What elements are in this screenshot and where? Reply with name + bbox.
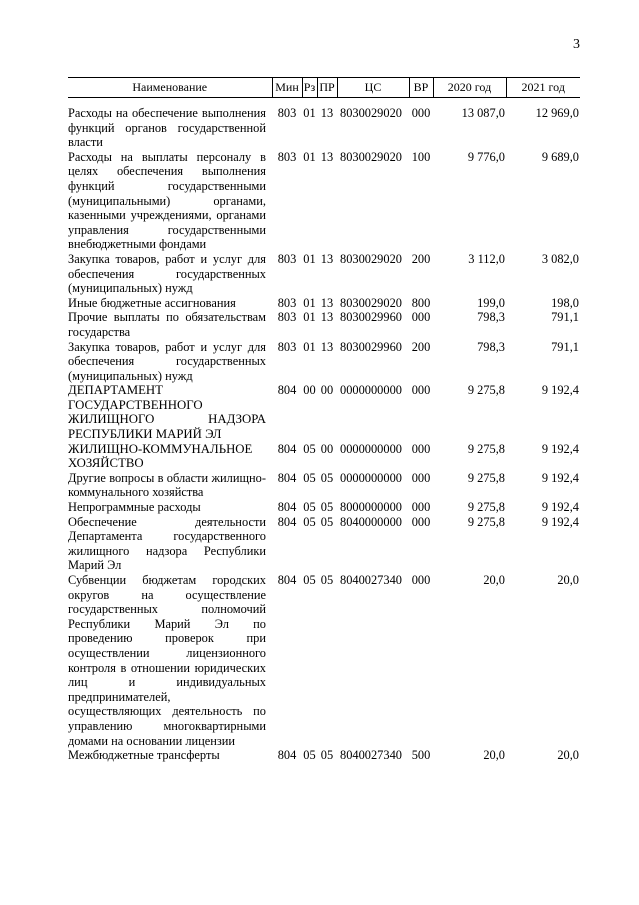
row-min: 803	[277, 149, 297, 164]
row-cs: 8040027340	[340, 748, 402, 763]
row-pr: 05	[320, 573, 334, 587]
row-2021: 791,1	[551, 339, 579, 354]
row-cs: 8030029020	[340, 106, 402, 120]
row-rz: 01	[303, 310, 316, 325]
row-name: ЖИЛИЩНО-КОММУНАЛЬНОЕ ХОЗЯЙСТВО	[68, 441, 253, 471]
row-pr: 13	[320, 106, 334, 120]
row-min: 804	[277, 441, 297, 456]
row-name: Прочие выплаты по обязательствам государства	[68, 310, 266, 339]
header-min: Мин	[272, 78, 302, 98]
table-row	[68, 296, 580, 311]
row-rz: 01	[303, 295, 316, 310]
row-vr: 000	[411, 514, 431, 529]
row-name: Межбюджетные трансферты	[68, 748, 220, 763]
row-2020: 20,0	[483, 748, 505, 763]
row-cs: 8040000000	[340, 514, 402, 529]
row-rz: 00	[303, 383, 316, 398]
row-rz: 01	[303, 251, 316, 266]
row-pr: 05	[320, 470, 334, 485]
row-cs: 8030029020	[340, 149, 402, 164]
row-rz: 01	[303, 106, 316, 120]
row-vr: 000	[411, 310, 431, 325]
row-vr: 000	[411, 106, 431, 120]
row-2020: 798,3	[477, 339, 505, 354]
row-pr: 13	[320, 251, 334, 266]
row-cs: 8030029020	[340, 251, 402, 266]
header-cs: ЦС	[337, 78, 409, 98]
row-min: 804	[277, 500, 297, 515]
row-cs: 0000000000	[340, 470, 402, 485]
row-2021: 9 689,0	[541, 149, 579, 164]
row-vr: 000	[411, 383, 431, 398]
header-2021: 2021 год	[506, 78, 580, 98]
table-row	[68, 340, 580, 384]
header-2020: 2020 год	[433, 78, 506, 98]
table-row	[68, 252, 580, 296]
row-min: 804	[277, 748, 297, 763]
row-pr: 00	[320, 441, 334, 456]
row-name: Иные бюджетные ассигнования	[68, 295, 236, 310]
header-rz: Рз	[302, 78, 317, 98]
row-2021: 198,0	[551, 295, 579, 310]
row-cs: 8030029020	[340, 295, 402, 310]
row-pr: 05	[320, 748, 334, 763]
table-row	[68, 515, 580, 573]
row-2021: 9 192,4	[541, 500, 579, 515]
row-2020: 9 275,8	[467, 500, 505, 515]
row-name: Обеспечение деятельности Департамента государственного жилищного надзора Республики Марий Эл	[68, 514, 266, 573]
row-pr: 05	[320, 500, 334, 515]
row-pr: 13	[320, 149, 334, 164]
row-2020: 9 275,8	[467, 470, 505, 485]
row-2021: 9 192,4	[541, 514, 579, 529]
row-rz: 05	[303, 514, 316, 529]
row-2020: 9 275,8	[467, 441, 505, 456]
row-vr: 800	[411, 295, 431, 310]
row-vr: 000	[411, 470, 431, 485]
row-rz: 05	[303, 441, 316, 456]
row-min: 803	[277, 251, 297, 266]
row-rz: 05	[303, 748, 316, 763]
row-cs: 0000000000	[340, 441, 402, 456]
table-row	[68, 150, 580, 252]
row-name: ДЕПАРТАМЕНТ ГОСУДАРСТВЕННОГО ЖИЛИЩНОГО НАДЗОРА РЕСПУБЛИКИ МАРИЙ ЭЛ	[68, 383, 266, 442]
row-2020: 9 275,8	[467, 514, 505, 529]
table-row	[68, 98, 580, 150]
row-2021: 20,0	[557, 573, 579, 587]
row-rz: 05	[303, 573, 316, 587]
row-rz: 05	[303, 500, 316, 515]
table-row	[68, 500, 580, 515]
row-vr: 000	[411, 573, 431, 587]
row-vr: 000	[411, 500, 431, 515]
row-name: Расходы на обеспечение выполнения функций органов государственной власти	[68, 106, 266, 150]
row-2021: 9 192,4	[541, 383, 579, 398]
row-2021: 12 969,0	[535, 106, 579, 120]
header-pr: ПР	[317, 78, 337, 98]
row-name: Закупка товаров, работ и услуг для обеспечения государственных (муниципальных) нужд	[68, 251, 266, 296]
header-name: Наименование	[68, 78, 272, 98]
row-pr: 13	[320, 339, 334, 354]
row-vr: 200	[411, 251, 431, 266]
row-name: Субвенции бюджетам городских округов на осуществление государственных полномочий Республики Марий Эл по проведению проверок при осуществлении лицензионного контроля в отношении юридических лиц и индивидуальных предпринимателей, осуществляющих деятельность по управлению многоквартирными домами на основании лицензии	[68, 573, 266, 748]
table-row	[68, 573, 580, 748]
table-row	[68, 310, 580, 339]
row-2020: 798,3	[477, 310, 505, 325]
row-vr: 200	[411, 339, 431, 354]
table-header-row	[68, 78, 580, 98]
row-pr: 00	[320, 383, 334, 398]
row-name: Непрограммные расходы	[68, 500, 201, 515]
row-cs: 0000000000	[340, 383, 402, 398]
row-name: Закупка товаров, работ и услуг для обеспечения государственных (муниципальных) нужд	[68, 339, 266, 383]
row-2021: 9 192,4	[541, 470, 579, 485]
row-cs: 8030029960	[340, 339, 402, 354]
row-name: Расходы на выплаты персоналу в целях обеспечения выполнения функций государственными (муниципальными) органами, казенными учреждениями, органами управления государственными внебюджетными фондами	[68, 149, 266, 252]
page-number: 3	[573, 37, 580, 52]
row-2021: 791,1	[551, 310, 579, 325]
row-2020: 13 087,0	[461, 106, 505, 120]
table-row	[68, 442, 580, 471]
row-min: 804	[277, 383, 297, 398]
row-min: 803	[277, 339, 297, 354]
row-2021: 3 082,0	[541, 251, 579, 266]
row-min: 804	[277, 470, 297, 485]
row-min: 803	[277, 310, 297, 325]
row-vr: 500	[411, 748, 431, 763]
row-min: 804	[277, 573, 297, 587]
row-2020: 9 275,8	[467, 383, 505, 398]
row-min: 804	[277, 514, 297, 529]
row-min: 803	[277, 295, 297, 310]
row-name: Другие вопросы в области жилищно-коммунального хозяйства	[68, 470, 266, 500]
row-pr: 13	[320, 295, 334, 310]
budget-table	[68, 77, 580, 763]
row-rz: 05	[303, 470, 316, 485]
header-vr: ВР	[409, 78, 433, 98]
row-2020: 20,0	[483, 573, 505, 587]
row-cs: 8000000000	[340, 500, 402, 515]
row-cs: 8030029960	[340, 310, 402, 325]
row-vr: 100	[411, 149, 431, 164]
row-2020: 199,0	[477, 295, 505, 310]
row-rz: 01	[303, 149, 316, 164]
row-2020: 3 112,0	[468, 251, 505, 266]
row-2020: 9 776,0	[467, 149, 505, 164]
row-rz: 01	[303, 339, 316, 354]
table-row	[68, 383, 580, 441]
row-cs: 8040027340	[340, 573, 402, 587]
row-pr: 05	[320, 514, 334, 529]
row-2021: 9 192,4	[541, 441, 579, 456]
table-row	[68, 471, 580, 500]
row-vr: 000	[411, 441, 431, 456]
table-row	[68, 748, 580, 763]
row-min: 803	[277, 106, 297, 120]
row-pr: 13	[320, 310, 334, 325]
row-2021: 20,0	[557, 748, 579, 763]
